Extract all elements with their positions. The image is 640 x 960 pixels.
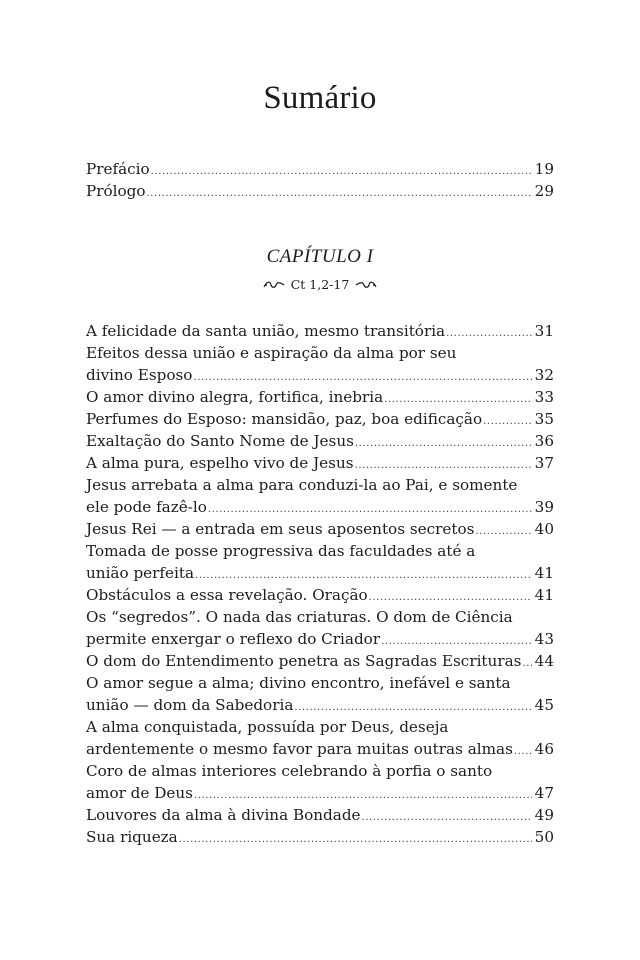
dot-leader: [151, 161, 532, 183]
toc-entry-line: [86, 804, 554, 826]
toc-page-number: 32: [534, 366, 554, 384]
toc-entry-title: A felicidade da santa união, mesmo transitória: [86, 322, 446, 340]
toc-entry-text-line: Jesus arrebata a alma para conduzi-la ao Pai, e somente: [86, 476, 518, 494]
toc-entry-line: [86, 452, 554, 474]
toc-entry-title: Prefácio: [86, 160, 150, 178]
toc-page-number: 50: [534, 828, 554, 846]
toc-entry-line: [86, 694, 554, 716]
toc-entry-line: [86, 430, 554, 452]
toc-entry-title: amor de Deus: [86, 784, 193, 802]
dot-leader: [179, 829, 532, 851]
table-of-contents-page: [86, 0, 554, 960]
toc-page-number: 45: [534, 696, 554, 714]
toc-page-number: 47: [534, 784, 554, 802]
toc-entry-line: [86, 320, 554, 342]
toc-entry-line: [86, 158, 554, 180]
toc-entry-text-line: Tomada de posse progressiva das faculdades até a: [86, 542, 476, 560]
toc-page-number: 41: [534, 564, 554, 582]
toc-page-number: 31: [534, 322, 554, 340]
toc-entry-line: [86, 628, 554, 650]
toc-page-number: 41: [534, 586, 554, 604]
dot-leader: [147, 183, 532, 205]
toc-entry[interactable]: [86, 606, 554, 650]
toc-entry[interactable]: [86, 518, 554, 540]
toc-entry-line: [86, 650, 554, 672]
toc-entry-title: O dom do Entendimento penetra as Sagradas Escrituras: [86, 652, 522, 670]
dot-leader: [446, 323, 532, 345]
toc-page-number: 37: [534, 454, 554, 472]
toc-entry-title: união perfeita: [86, 564, 195, 582]
chapter-reference-text: Ct 1,2-17: [290, 277, 350, 292]
chapter-entries-list: [86, 320, 554, 848]
front-matter-list: [86, 158, 554, 202]
toc-entry-title: ardentemente o mesmo favor para muitas outras almas: [86, 740, 513, 758]
toc-page-number: 43: [534, 630, 554, 648]
dot-leader: [514, 741, 532, 763]
toc-page-number: 39: [534, 498, 554, 516]
toc-entry-line: [86, 738, 554, 760]
toc-entry-title: Jesus Rei — a entrada em seus aposentos secretos: [86, 520, 475, 538]
dot-leader: [475, 521, 531, 543]
swash-right-ornament: [355, 280, 377, 290]
toc-entry-title: divino Esposo: [86, 366, 193, 384]
toc-entry[interactable]: [86, 386, 554, 408]
toc-entry[interactable]: [86, 760, 554, 804]
toc-entry-title: Obstáculos a essa revelação. Oração: [86, 586, 368, 604]
toc-entry[interactable]: [86, 474, 554, 518]
toc-entry-title: Prólogo: [86, 182, 146, 200]
toc-page-number: 40: [534, 520, 554, 538]
toc-entry-title: união — dom da Sabedoria: [86, 696, 294, 714]
toc-entry-line: [86, 386, 554, 408]
toc-entry[interactable]: [86, 452, 554, 474]
toc-entry-title: permite enxergar o reflexo do Criador: [86, 630, 381, 648]
toc-entry-line: [86, 782, 554, 804]
toc-entry-line: [86, 180, 554, 202]
toc-page-number: 36: [534, 432, 554, 450]
toc-page-number: 19: [534, 160, 554, 178]
toc-entry-text-line: O amor segue a alma; divino encontro, inefável e santa: [86, 674, 511, 692]
chapter-title: CAPÍTULO I: [266, 246, 374, 267]
toc-entry[interactable]: [86, 716, 554, 760]
toc-entry-text-line: A alma conquistada, possuída por Deus, deseja: [86, 718, 449, 736]
dot-leader: [355, 433, 532, 455]
toc-entry-text-line: Os “segredos”. O nada das criaturas. O dom de Ciência: [86, 608, 513, 626]
toc-entry[interactable]: [86, 804, 554, 826]
toc-entry-line: [86, 826, 554, 848]
toc-entry[interactable]: [86, 320, 554, 342]
toc-page-number: 29: [534, 182, 554, 200]
toc-entry[interactable]: [86, 584, 554, 606]
toc-entry-title: ele pode fazê-lo: [86, 498, 207, 516]
toc-entry[interactable]: [86, 430, 554, 452]
toc-entry[interactable]: [86, 826, 554, 848]
toc-entry-line: [86, 496, 554, 518]
toc-entry-title: Sua riqueza: [86, 828, 178, 846]
toc-entry-text-line: Coro de almas interiores celebrando à porfia o santo: [86, 762, 493, 780]
toc-entry[interactable]: [86, 408, 554, 430]
toc-entry-line: [86, 584, 554, 606]
toc-page-number: 35: [534, 410, 554, 428]
toc-entry[interactable]: [86, 540, 554, 584]
toc-entry[interactable]: [86, 650, 554, 672]
toc-entry-line: [86, 364, 554, 386]
chapter-reference: [86, 277, 554, 292]
toc-entry[interactable]: [86, 672, 554, 716]
swash-left-ornament: [263, 280, 285, 290]
toc-entry-title: Exaltação do Santo Nome de Jesus: [86, 432, 354, 450]
dot-leader: [483, 411, 532, 433]
page-title: Sumário: [263, 80, 377, 116]
toc-entry-text-line: Efeitos dessa união e aspiração da alma por seu: [86, 344, 457, 362]
toc-entry-line: [86, 562, 554, 584]
toc-page-number: 46: [534, 740, 554, 758]
toc-page-number: 49: [534, 806, 554, 824]
toc-entry[interactable]: [86, 342, 554, 386]
toc-entry-title: A alma pura, espelho vivo de Jesus: [86, 454, 354, 472]
toc-entry-line: [86, 518, 554, 540]
toc-page-number: 44: [534, 652, 554, 670]
dot-leader: [522, 653, 531, 675]
toc-entry-line: [86, 408, 554, 430]
toc-entry-title: Perfumes do Esposo: mansidão, paz, boa edificação: [86, 410, 483, 428]
toc-page-number: 33: [534, 388, 554, 406]
toc-entry-title: Louvores da alma à divina Bondade: [86, 806, 361, 824]
toc-entry[interactable]: [86, 180, 554, 202]
dot-leader: [362, 807, 532, 829]
toc-entry-title: O amor divino alegra, fortifica, inebria: [86, 388, 384, 406]
toc-entry[interactable]: [86, 158, 554, 180]
